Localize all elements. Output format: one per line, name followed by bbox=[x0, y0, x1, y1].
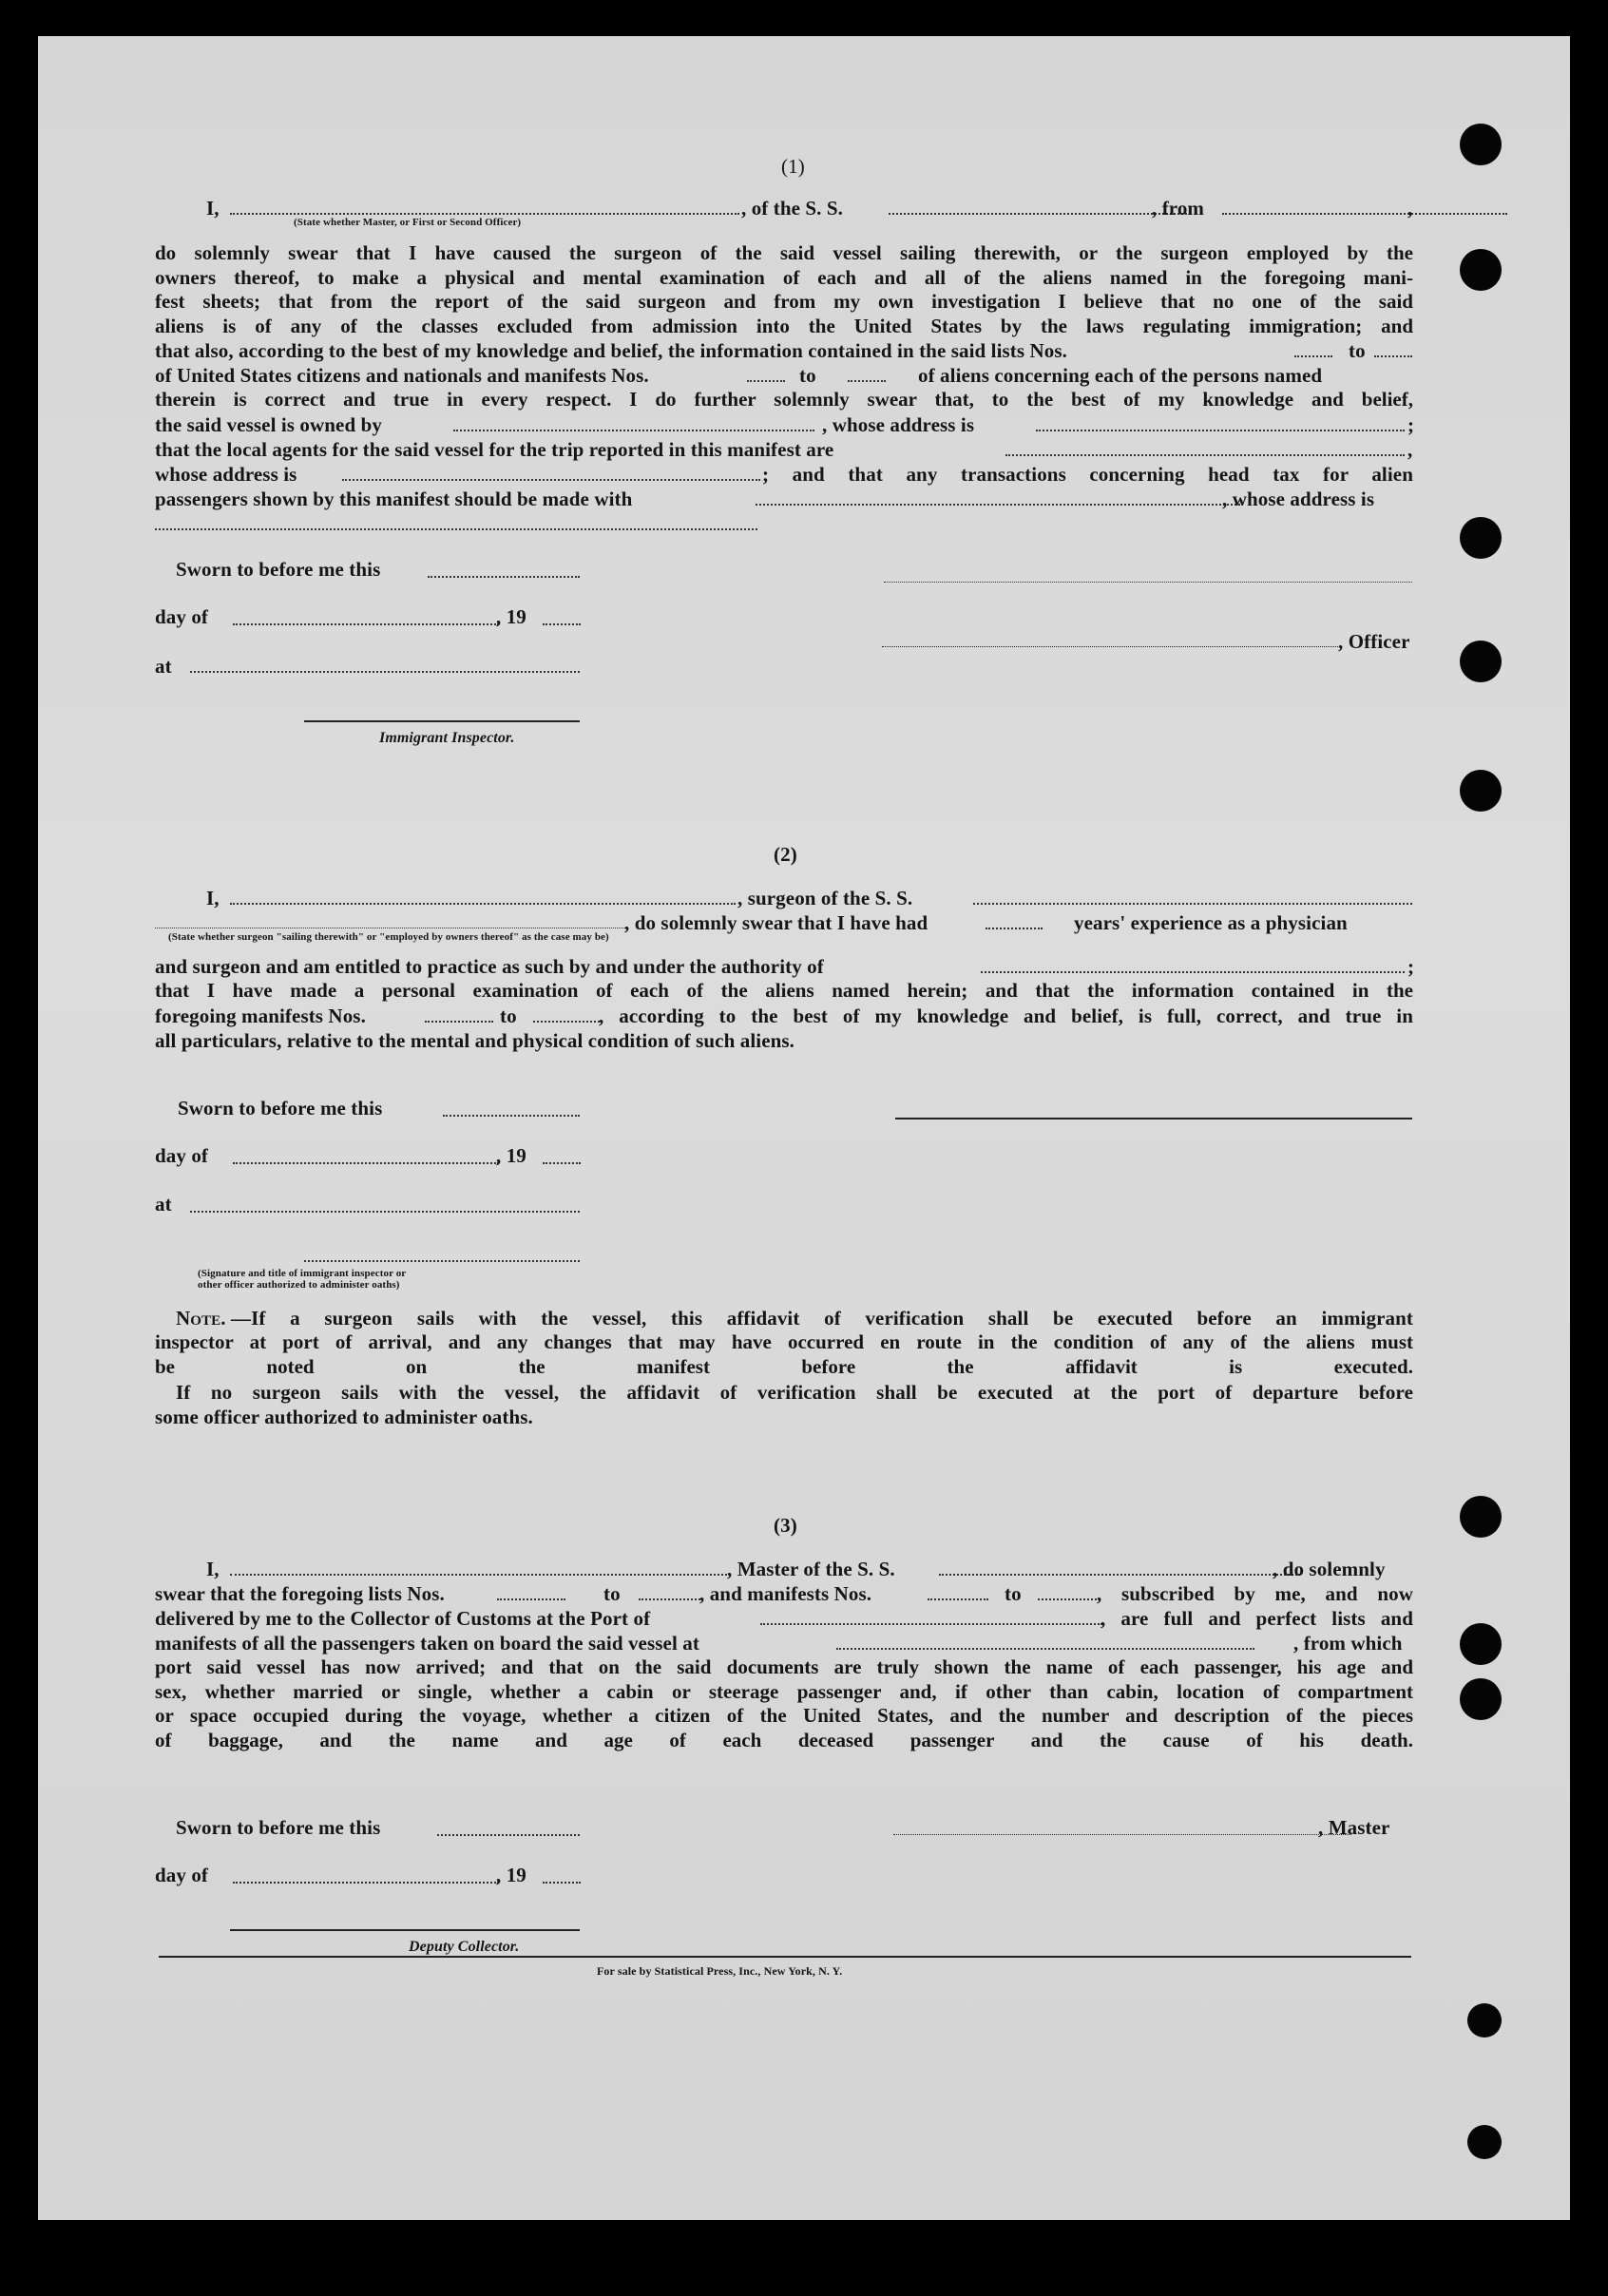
punch-hole-3 bbox=[1460, 517, 1502, 559]
bleed-through-text bbox=[238, 74, 250, 98]
sec1-whose-address-end: , whose address is bbox=[1222, 488, 1375, 510]
sec3-line-7: of baggage, and the name and age of each deceased passenger and the cause of his death. bbox=[155, 1728, 1413, 1751]
sec1-manifest-to-field[interactable] bbox=[848, 380, 886, 382]
sec1-head-tax: ; and that any transactions concerning head tax for alien bbox=[762, 463, 1413, 486]
punch-hole-10 bbox=[1467, 2125, 1502, 2159]
sec1-body bbox=[155, 241, 1413, 338]
document-sheet bbox=[38, 36, 1570, 2220]
sec3-sworn-field[interactable] bbox=[437, 1834, 580, 1836]
sec1-line-7: therein is correct and true in every respect. I do further solemnly swear that, to the best of my knowledge and belief, bbox=[155, 388, 1413, 411]
sec3-ship-field[interactable] bbox=[939, 1574, 1300, 1576]
sec3-do-solemnly: , do solemnly bbox=[1273, 1558, 1386, 1580]
sec2-at: at bbox=[155, 1193, 172, 1215]
sec1-line-4: aliens is of any of the classes excluded from admission into the United States by the laws regulating immigration; and bbox=[155, 314, 1413, 337]
sec3-name-field[interactable] bbox=[230, 1574, 727, 1576]
punch-hole-4 bbox=[1460, 641, 1502, 682]
sec1-line-1: do solemnly swear that I have caused the surgeon of the said vessel sailing therewith, or the surgeon employed by the bbox=[155, 241, 1413, 264]
sec2-semicolon: ; bbox=[1407, 955, 1415, 978]
sec1-from-field[interactable] bbox=[1222, 213, 1507, 215]
sec1-sworn: Sworn to before me this bbox=[176, 558, 381, 581]
sec2-according: , according to the best of my knowledge and belief, is full, correct, and true in bbox=[599, 1004, 1413, 1027]
sec2-note-line-1: —If a surgeon sails with the vessel, this affidavit of verification shall be executed before an immigrant bbox=[231, 1307, 1413, 1330]
sec2-to: to bbox=[500, 1004, 517, 1027]
sec3-embark-field[interactable] bbox=[836, 1648, 1254, 1650]
sec2-note-label: Note. bbox=[176, 1307, 226, 1330]
sec1-at-field[interactable] bbox=[190, 671, 580, 673]
section-2-number: (2) bbox=[774, 843, 797, 866]
sec1-officer-line[interactable] bbox=[882, 646, 1340, 647]
sec1-to-1: to bbox=[1349, 339, 1366, 362]
sec1-officer-field[interactable] bbox=[230, 213, 739, 215]
sec1-officer-sign-line[interactable] bbox=[884, 582, 1412, 583]
sec1-ship-field[interactable] bbox=[889, 213, 1191, 215]
sec3-from-which: , from which bbox=[1293, 1632, 1403, 1655]
sec1-inspector: Immigrant Inspector. bbox=[379, 730, 515, 746]
sec1-line-2: owners thereof, to make a physical and mental examination of each and all of the aliens named in the foregoing mani- bbox=[155, 265, 1413, 289]
sec2-year-field[interactable] bbox=[543, 1162, 581, 1164]
sec1-agents-address-field[interactable] bbox=[342, 479, 760, 481]
sec1-comma: , bbox=[1407, 197, 1413, 220]
footer-rule bbox=[159, 1956, 1411, 1958]
sec2-note-line-3: be noted on the manifest before the affidavit is executed. bbox=[155, 1354, 1413, 1378]
sec2-inspector-line[interactable] bbox=[304, 1260, 580, 1262]
sec2-note-line-2: inspector at port of arrival, and any changes that may have occurred en route in the condition of any of the aliens must bbox=[155, 1330, 1413, 1353]
sec2-nineteen: , 19 bbox=[496, 1144, 526, 1167]
sec2-at-field[interactable] bbox=[190, 1211, 580, 1213]
sec3-and-manifests: , and manifests Nos. bbox=[699, 1582, 872, 1605]
sec2-ship-field[interactable] bbox=[973, 903, 1412, 905]
sec2-name-field[interactable] bbox=[230, 903, 736, 905]
sec1-inspector-line[interactable] bbox=[304, 720, 580, 722]
sec3-master-sign-line[interactable] bbox=[893, 1834, 1351, 1835]
sec2-line-3: foregoing manifests Nos. bbox=[155, 1004, 366, 1027]
sec1-at: at bbox=[155, 655, 172, 678]
sec1-officer: , Officer bbox=[1338, 630, 1410, 653]
sec3-line-3: manifests of all the passengers taken on board the said vessel at bbox=[155, 1632, 699, 1655]
punch-hole-5 bbox=[1460, 770, 1502, 812]
sec3-manifest-to-field[interactable] bbox=[1038, 1598, 1097, 1600]
sec3-deputy-line[interactable] bbox=[230, 1929, 580, 1931]
sec2-manifest-to-field[interactable] bbox=[533, 1021, 600, 1023]
sec3-to-1: to bbox=[603, 1582, 621, 1605]
sec1-semicolon: ; bbox=[1407, 413, 1415, 436]
sec1-comma-2: , bbox=[1407, 438, 1413, 461]
punch-hole-1 bbox=[1460, 124, 1502, 165]
sec2-line-4: all particulars, relative to the mental and physical condition of such aliens. bbox=[155, 1029, 795, 1052]
sec1-from: , from bbox=[1152, 197, 1205, 220]
sec1-owner-address-field[interactable] bbox=[1036, 430, 1405, 431]
sec2-sig-note-2: other officer authorized to administer oaths) bbox=[198, 1279, 400, 1291]
sec2-note-body bbox=[155, 1330, 1413, 1379]
sec3-deputy: Deputy Collector. bbox=[409, 1939, 520, 1955]
sec1-line-7-wrap bbox=[155, 388, 1413, 412]
sec2-sig-note-1: (Signature and title of immigrant inspector or bbox=[198, 1268, 407, 1279]
sec3-sworn: Sworn to before me this bbox=[176, 1816, 381, 1839]
sec3-line-2: delivered by me to the Collector of Customs at the Port of bbox=[155, 1607, 651, 1630]
sec2-line-1: and surgeon and am entitled to practice as such by and under the authority of bbox=[155, 955, 824, 978]
sec1-agents-field[interactable] bbox=[1005, 454, 1405, 456]
sec2-line-2-wrap bbox=[155, 979, 1413, 1004]
sec1-head-tax-field[interactable] bbox=[756, 504, 1240, 506]
sec2-sworn: Sworn to before me this bbox=[178, 1097, 383, 1119]
section-1-number: (1) bbox=[781, 155, 805, 178]
sec2-i-label: I, bbox=[206, 887, 220, 909]
sec1-day-of: day of bbox=[155, 605, 209, 628]
sec1-lists-to-field[interactable] bbox=[1374, 355, 1412, 357]
sec2-day-of: day of bbox=[155, 1144, 209, 1167]
sec2-do-swear: , do solemnly swear that I have had bbox=[624, 911, 928, 934]
sec3-day-of: day of bbox=[155, 1864, 209, 1886]
sec1-line-10: whose address is bbox=[155, 463, 297, 486]
sec2-note: (State whether surgeon "sailing therewith" or "employed by owners thereof" as the case may be) bbox=[168, 931, 609, 943]
sec3-master-of: , Master of the S. S. bbox=[727, 1558, 895, 1580]
sec3-subscribed: , subscribed by me, and now bbox=[1097, 1582, 1413, 1605]
sec1-of-ss: , of the S. S. bbox=[741, 197, 843, 220]
sec3-manifest-from-field[interactable] bbox=[928, 1598, 988, 1600]
sec3-body bbox=[155, 1655, 1413, 1752]
sec2-note2-line-2: some officer authorized to administer oaths. bbox=[155, 1406, 533, 1428]
sec1-owner-field[interactable] bbox=[453, 430, 814, 431]
sec3-master: , Master bbox=[1318, 1816, 1390, 1839]
sec2-manifest-from-field[interactable] bbox=[425, 1021, 493, 1023]
sec2-surgeon-of: , surgeon of the S. S. bbox=[737, 887, 913, 909]
sec1-line-6: of United States citizens and nationals and manifests Nos. bbox=[155, 364, 649, 387]
sec1-line-9: that the local agents for the said vessel for the trip reported in this manifest are bbox=[155, 438, 834, 461]
sec3-lists-to-field[interactable] bbox=[639, 1598, 700, 1600]
sec1-sworn-field[interactable] bbox=[428, 576, 580, 578]
sec1-whose-address: , whose address is bbox=[822, 413, 975, 436]
sec1-line-3: fest sheets; that from the report of the said surgeon and from my own investigation I believe that no one of the said bbox=[155, 290, 1413, 314]
sec2-sworn-field[interactable] bbox=[443, 1115, 580, 1117]
sec1-line-8: the said vessel is owned by bbox=[155, 413, 382, 436]
sec3-port-field[interactable] bbox=[760, 1623, 1102, 1625]
sec1-day-field[interactable] bbox=[233, 623, 499, 625]
sec1-i-label: I, bbox=[206, 197, 220, 220]
sec1-note: (State whether Master, or First or Second Officer) bbox=[294, 217, 522, 228]
sec3-to-2: to bbox=[1005, 1582, 1022, 1605]
sec1-lists-from-field[interactable] bbox=[1294, 355, 1332, 357]
sec2-years-exp: years' experience as a physician bbox=[1074, 911, 1348, 934]
sec3-line-5: sex, whether married or single, whether a cabin or steerage passenger and, if other than cabin, location of compartment bbox=[155, 1679, 1413, 1703]
sec1-head-tax-address-field[interactable] bbox=[155, 528, 757, 530]
sec3-i-label: I, bbox=[206, 1558, 220, 1580]
sec2-authority-field[interactable] bbox=[981, 971, 1405, 973]
sec3-day-field[interactable] bbox=[233, 1882, 499, 1884]
sec3-line-1: swear that the foregoing lists Nos. bbox=[155, 1582, 445, 1605]
sec2-years-field[interactable] bbox=[986, 928, 1043, 929]
sec3-nineteen: , 19 bbox=[496, 1864, 526, 1886]
sec1-nineteen: , 19 bbox=[496, 605, 526, 628]
sec3-lists-from-field[interactable] bbox=[497, 1598, 565, 1600]
section-3-number: (3) bbox=[774, 1514, 797, 1537]
punch-hole-6 bbox=[1460, 1496, 1502, 1538]
sec3-year-field[interactable] bbox=[543, 1882, 581, 1884]
punch-hole-9 bbox=[1467, 2003, 1502, 2038]
sec1-manifest-from-field[interactable] bbox=[747, 380, 785, 382]
punch-hole-8 bbox=[1460, 1678, 1502, 1720]
sec2-day-field[interactable] bbox=[233, 1162, 499, 1164]
sec1-line-5: that also, according to the best of my knowledge and belief, the information contained in the said lists Nos. bbox=[155, 339, 1068, 362]
punch-hole-7 bbox=[1460, 1623, 1502, 1665]
punch-hole-2 bbox=[1460, 249, 1502, 291]
sec1-line-11: passengers shown by this manifest should be made with bbox=[155, 488, 633, 510]
sec2-line-2: that I have made a personal examination of each of the aliens named herein; and that the information contained in the bbox=[155, 979, 1413, 1002]
sec1-year-field[interactable] bbox=[543, 623, 581, 625]
sec2-surgeon-sign-line[interactable] bbox=[895, 1118, 1412, 1119]
sec3-line-4: port said vessel has now arrived; and that on the said documents are truly shown the name of each passenger, his age and bbox=[155, 1655, 1413, 1678]
footer-imprint: For sale by Statistical Press, Inc., New York, N. Y. bbox=[597, 1964, 843, 1978]
sec2-note2-line-1: If no surgeon sails with the vessel, the affidavit of verification shall be executed at the port of departure before bbox=[176, 1381, 1413, 1404]
sec3-line-6: or space occupied during the voyage, whether a citizen of the United States, and the number and description of the pieces bbox=[155, 1704, 1413, 1728]
sec1-to-2: to bbox=[799, 364, 816, 387]
sec3-full-perfect: , are full and perfect lists and bbox=[1101, 1607, 1413, 1630]
sec1-aliens-concerning: of aliens concerning each of the persons named bbox=[918, 364, 1323, 387]
